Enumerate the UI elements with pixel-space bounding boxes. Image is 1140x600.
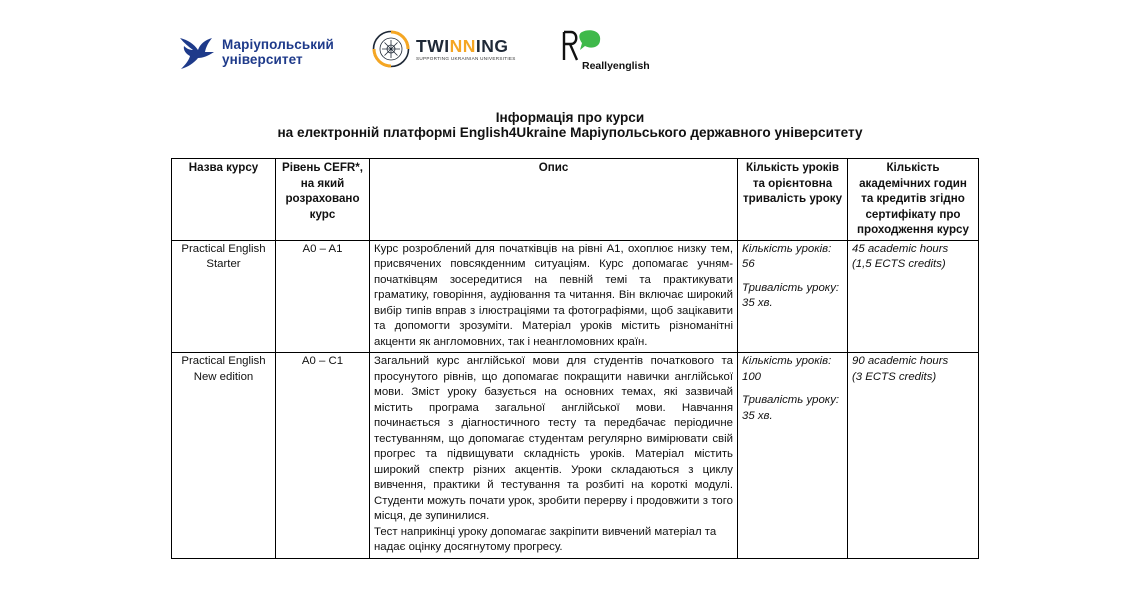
twinning-name xyxy=(416,37,516,55)
duration-value: 35 хв. xyxy=(742,409,773,422)
course-name: Practical English New edition xyxy=(172,353,276,559)
course-level: A0 – C1 xyxy=(276,353,370,559)
lessons-label: Кількість уроків: xyxy=(742,355,832,367)
hours-line1: 90 academic hours xyxy=(852,355,949,367)
twinning-name-part-c: ING xyxy=(475,36,509,56)
reallyenglish-name: Reallyenglish xyxy=(582,60,650,72)
table-row xyxy=(172,353,979,559)
twinning-circle-icon xyxy=(372,30,410,68)
courses-table xyxy=(171,158,979,559)
twinning-name-part-b: NN xyxy=(449,36,476,56)
header-lessons: Кількість уроків та орієнтовна тривалість уроку xyxy=(738,159,848,241)
table-header-row xyxy=(172,159,979,241)
title-line2: на електронній платформі English4Ukraine Маріупольського державного університету xyxy=(277,125,863,140)
lessons-value: 100 xyxy=(742,370,762,383)
header-hours: Кількість академічних годин та кредитів згідно сертифікату про проходження курсу xyxy=(848,159,979,241)
course-description xyxy=(370,353,738,559)
course-lessons xyxy=(738,240,848,353)
twinning-logo xyxy=(372,30,516,68)
course-lessons xyxy=(738,353,848,559)
duration-label: Тривалість уроку: xyxy=(742,394,840,406)
header-course-name: Назва курсу xyxy=(172,159,276,241)
header-cefr-level: Рівень CEFR*, на який розраховано курс xyxy=(276,159,370,241)
course-level: A0 – A1 xyxy=(276,240,370,353)
reallyenglish-icon xyxy=(560,28,606,62)
course-description: Курс розроблений для початківців на рівні А1, охоплює низку тем, присвячених повсякденним ситуаціям. Курс допомагає учням-початківцям зосередитися на певній темі та практикувати граматику, говоріння, аудіювання та читання. Він включає широкий вибір типів вправ з ілюстраціями та фотографіями, щоб зацікавити та допомогти зрозуміти. Матеріал уроків містить різноманітні акценти як англомовних, так і неангломовних країн. xyxy=(370,240,738,353)
description-extra: Тест наприкінці уроку допомагає закріпити вивчений матеріал та надає оцінку досягнутому прогресу. xyxy=(374,525,717,553)
duration-value: 35 хв. xyxy=(742,297,773,309)
table-row xyxy=(172,240,979,353)
reallyenglish-logo xyxy=(560,28,650,72)
bird-icon xyxy=(178,34,216,70)
page-title xyxy=(0,110,1140,140)
university-name-line1: Маріупольський xyxy=(222,37,334,52)
title-line1: Інформація про курси xyxy=(495,110,645,125)
twinning-subtitle: SUPPORTING UKRAINIAN UNIVERSITIES xyxy=(416,56,516,61)
twinning-name-part-a: TWI xyxy=(416,36,450,56)
hours-line2: (3 ECTS credits) xyxy=(852,370,937,383)
lessons-label: Кількість уроків: xyxy=(742,242,832,255)
course-hours xyxy=(848,240,979,353)
hours-line1: 45 academic hours xyxy=(852,242,949,255)
duration-label: Тривалість уроку: xyxy=(742,281,840,294)
lessons-value: 56 xyxy=(742,258,755,270)
description-text: Загальний курс англійської мови для студентів початкового та просунутого рівнів, що допомагає покращити навички англійської мови. Зміст уроку базується на основних темах, які зазвичай містить програма загальної англійської мови. Навчання починається з діагностичного тесту та передбачає періодичне тестуванням, що допомагає студентам регулярно вимірювати свій прогрес та підвищувати складність уроків. Матеріал містить широкий спектр різних акцентів. Уроки складаються з циклу вивчення, практики й тестування та розбиті на короткі модулі. Студенти можуть почати урок, зробити перерву і продовжити з того місця, де зупинилися. xyxy=(374,355,733,522)
header-description: Опис xyxy=(370,159,738,241)
course-hours xyxy=(848,353,979,559)
university-name-line2: університет xyxy=(222,52,303,67)
hours-line2: (1,5 ECTS credits) xyxy=(852,258,946,270)
logo-bar xyxy=(0,30,1140,80)
course-name: Practical English Starter xyxy=(172,240,276,353)
university-logo xyxy=(178,34,334,70)
